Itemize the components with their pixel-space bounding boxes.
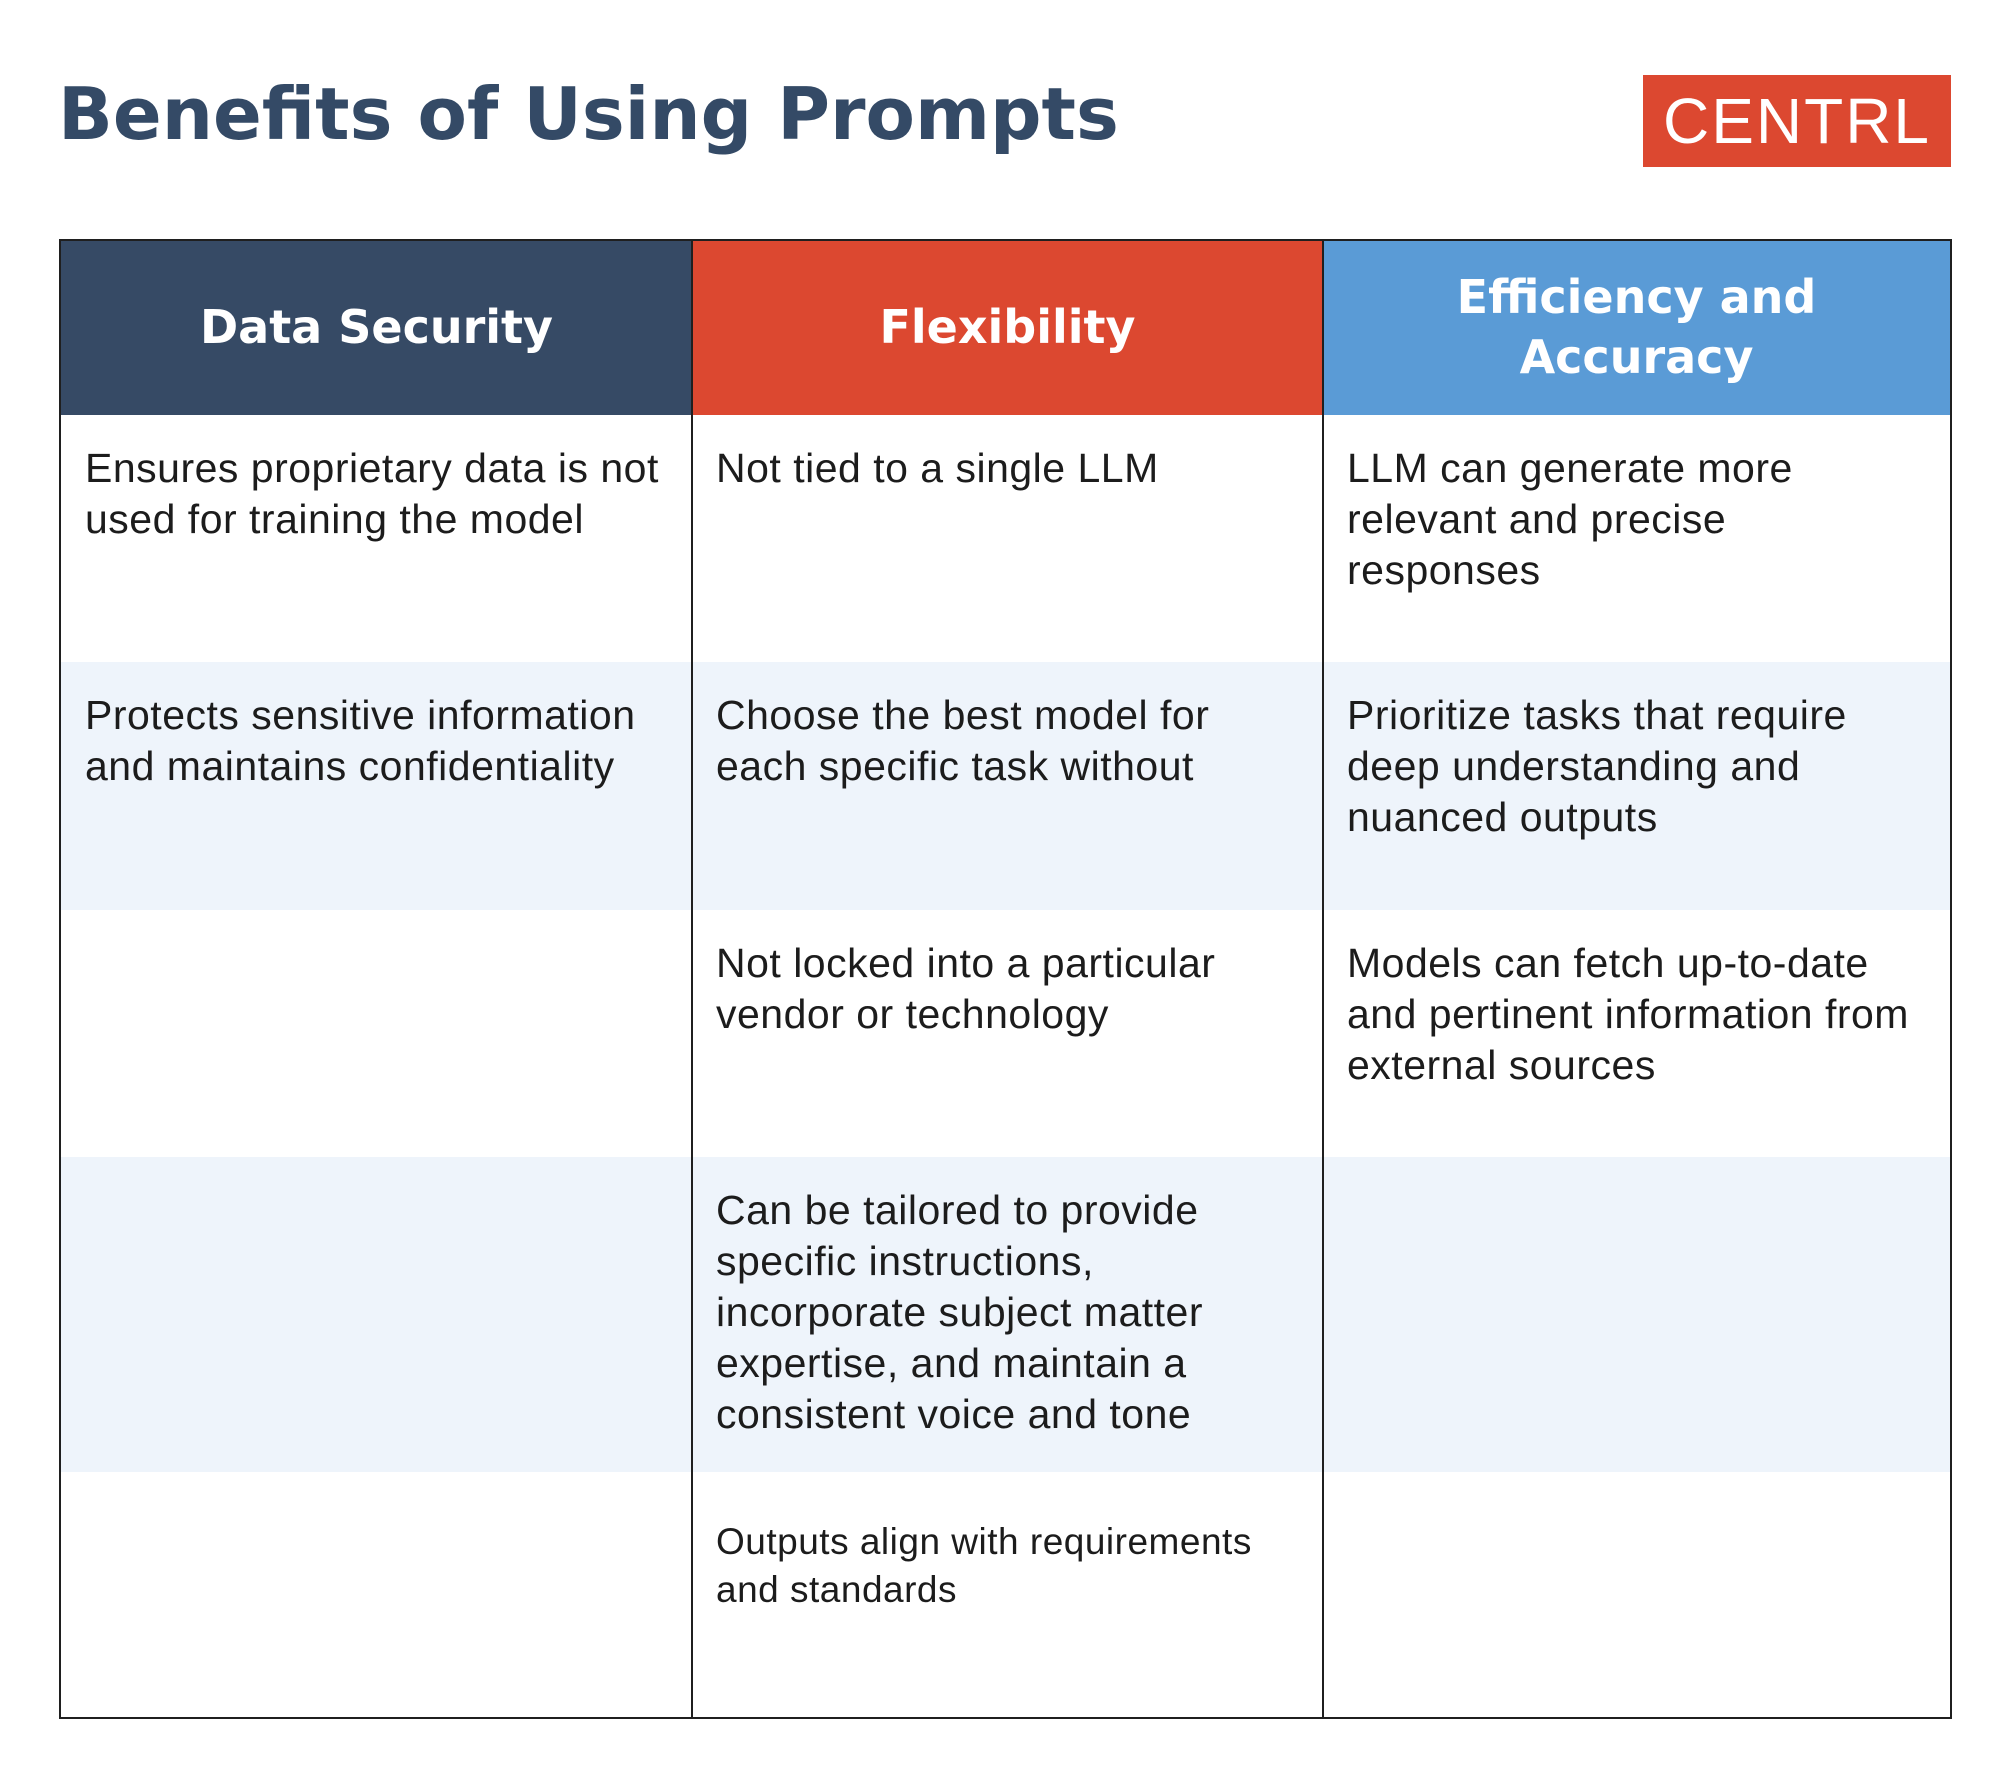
- table-cell: Protects sensitive information and maintains confidentiality: [85, 692, 636, 789]
- table-cell: Prioritize tasks that require deep understanding and nuanced outputs: [1347, 692, 1847, 840]
- table-cell: Ensures proprietary data is not used for training the model: [85, 445, 659, 542]
- table-cell: [61, 910, 692, 1157]
- table-cell: Choose the best model for each specific task without: [716, 692, 1210, 789]
- table-cell: Not tied to a single LLM: [716, 445, 1159, 491]
- table-cell: LLM can generate more relevant and precise responses: [1347, 445, 1793, 593]
- table-row: [61, 1157, 1950, 1472]
- table-cell: Not locked into a particular vendor or technology: [716, 940, 1216, 1037]
- table-row: [61, 415, 1950, 662]
- table-cell: Outputs align with requirements and standards: [716, 1521, 1252, 1610]
- table-row: [61, 910, 1950, 1157]
- table-cell: Can be tailored to provide specific instructions, incorporate subject matter expertise, and maintain a consistent voice and tone: [716, 1187, 1204, 1437]
- table-cell: [1323, 1157, 1950, 1472]
- column-divider: [1322, 241, 1324, 1717]
- column-divider: [691, 241, 693, 1717]
- table-header-row: [61, 241, 1950, 415]
- centrl-logo: CENTRL: [1643, 75, 1951, 167]
- table-cell: [61, 1472, 692, 1717]
- table-cell: [1323, 1472, 1950, 1717]
- header-data-security: Data Security: [61, 241, 692, 415]
- benefits-table: [59, 239, 1952, 1719]
- page-title: Benefits of Using Prompts: [58, 72, 1119, 156]
- header-efficiency-and-accuracy: Efficiency and Accuracy: [1323, 241, 1950, 415]
- table-row: [61, 662, 1950, 910]
- header-flexibility: Flexibility: [692, 241, 1323, 415]
- table-cell: [61, 1157, 692, 1472]
- table-row: [61, 1472, 1950, 1717]
- table-cell: Models can fetch up-to-date and pertinent information from external sources: [1347, 940, 1909, 1088]
